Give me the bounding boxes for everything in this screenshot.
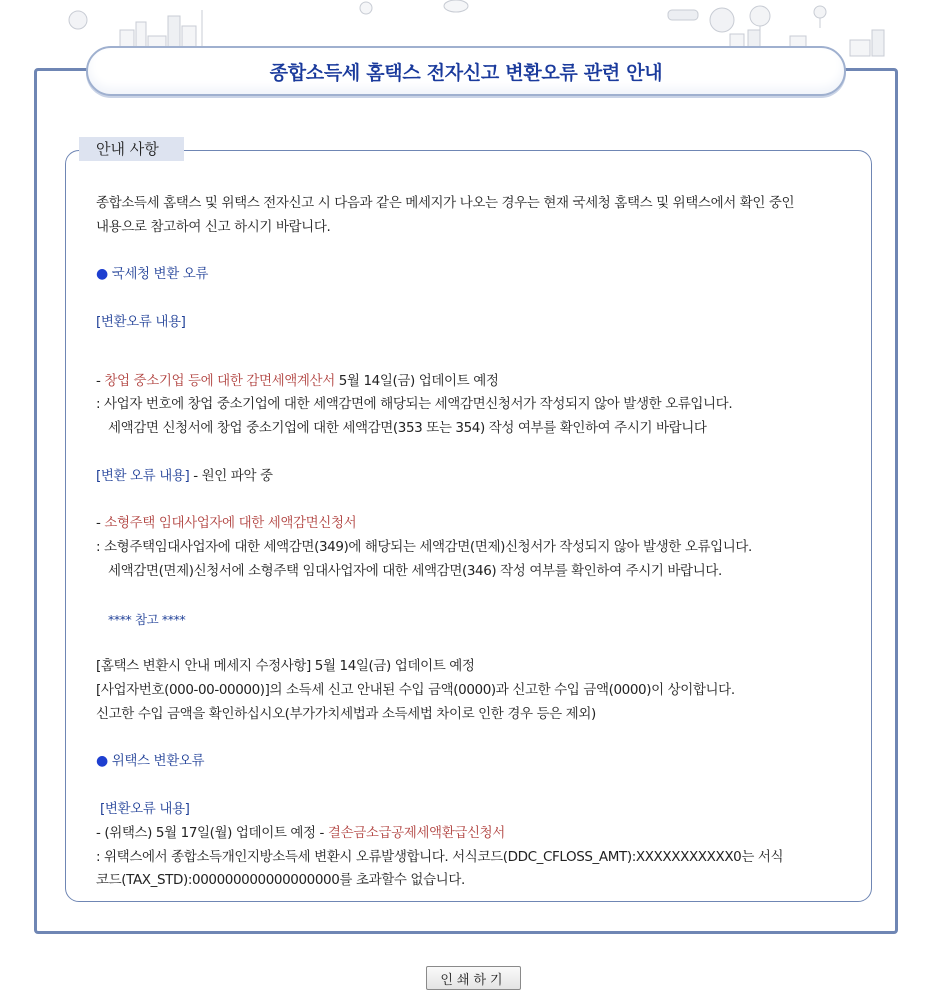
- notice-content: [96, 192, 836, 893]
- bullet-icon: ●: [96, 266, 108, 283]
- wetax-heading-text: 위택스 변환오류: [111, 753, 205, 770]
- reference-line1: [홈택스 변환시 안내 메세지 수정사항] 5월 14일(금) 업데이트 예정: [96, 658, 475, 675]
- nts-item1-line: - 창업 중소기업 등에 대한 감면세액계산서 5월 14일(금) 업데이트 예정: [96, 372, 499, 389]
- nts-item1-desc2: 세액감면 신청서에 창업 중소기업에 대한 세액감면(353 또는 354) 작성 여부를 확인하여 주시기 바랍니다: [108, 420, 707, 437]
- nts-item2-line: - 소형주택 임대사업자에 대한 세액감면신청서: [96, 515, 357, 532]
- nts-item2-desc1: : 소형주택임대사업자에 대한 세액감면(349)에 해당되는 세액감면(면제)신청서가 작성되지 않아 발생한 오류입니다.: [96, 539, 752, 556]
- bullet-icon: ●: [96, 753, 108, 770]
- print-button[interactable]: 인쇄하기: [426, 966, 521, 990]
- wetax-desc1: : 위택스에서 종합소득개인지방소득세 변환시 오류발생합니다. 서식코드(DDC_CFLOSS_AMT):XXXXXXXXXXX0는 서식: [96, 848, 784, 865]
- title-banner: [86, 46, 846, 96]
- intro-text-line1: 종합소득세 홈택스 및 위택스 전자신고 시 다음과 같은 메세지가 나오는 경우는 현재 국세청 홈택스 및 위택스에서 확인 중인: [96, 195, 795, 211]
- nts-error-status2: - 원인 파악 중: [189, 467, 273, 484]
- nts-item1-desc1: : 사업자 번호에 창업 중소기업에 대한 세액감면에 해당되는 세액감면신청서가 작성되지 않아 발생한 오류입니다.: [96, 396, 733, 413]
- page-title: 종합소득세 홈택스 전자신고 변환오류 관련 안내: [269, 61, 663, 84]
- nts-item1-title: 창업 중소기업 등에 대한 감면세액계산서: [104, 372, 335, 389]
- nts-heading-text: 국세청 변환 오류: [111, 266, 209, 283]
- nts-section-heading: [96, 263, 836, 287]
- wetax-section-heading: [96, 750, 836, 774]
- reference-label: **** 참고 ****: [108, 611, 186, 627]
- wetax-item-line: - (위택스) 5월 17일(월) 업데이트 예정 - 결손금소급공제세액환급신청서: [96, 824, 505, 841]
- nts-item1-update: 5월 14일(금) 업데이트 예정: [334, 372, 499, 389]
- nts-error-label: [변환오류 내용]: [96, 313, 186, 330]
- nts-error-label2: [변환 오류 내용]: [96, 467, 190, 484]
- reference-line2: [사업자번호(000-00-00000)]의 소득세 신고 안내된 수입 금액(0000)과 신고한 수입 금액(0000)이 상이합니다.: [96, 681, 735, 698]
- wetax-item-title: 결손금소급공제세액환급신청서: [327, 824, 505, 841]
- wetax-error-label: [변환오류 내용]: [100, 800, 190, 817]
- intro-text-line2: 내용으로 참고하여 신고 하시기 바랍니다.: [96, 218, 331, 235]
- nts-error-label2-line: [96, 465, 836, 489]
- nts-item2-desc2: 세액감면(면제)신청서에 소형주택 임대사업자에 대한 세액감면(346) 작성 여부를 확인하여 주시기 바랍니다.: [108, 562, 722, 579]
- nts-item2-title: 소형주택 임대사업자에 대한 세액감면신청서: [104, 515, 357, 532]
- reference-line3: 신고한 수입 금액을 확인하십시오(부가가치세법과 소득세법 차이로 인한 경우 등은 제외): [96, 705, 596, 722]
- notice-tab-label: 안내 사항: [79, 137, 184, 161]
- wetax-desc2: 코드(TAX_STD):000000000000000000를 초과할수 없습니다.: [96, 872, 465, 889]
